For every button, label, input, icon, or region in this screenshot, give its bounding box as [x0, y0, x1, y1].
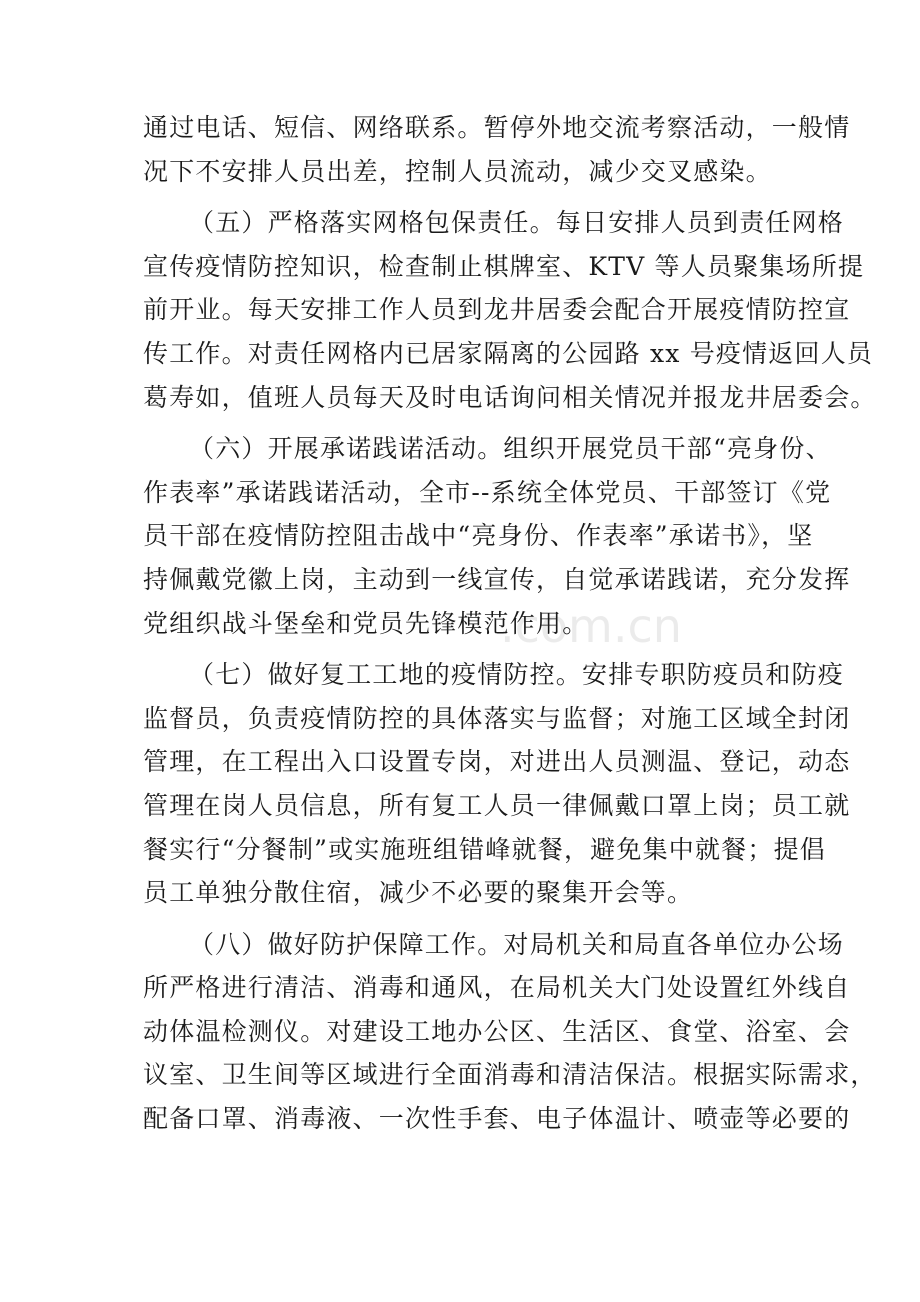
text-line: 议室、卫生间等区域进行全面消毒和清洁保洁。根据实际需求，	[143, 1060, 877, 1090]
text-line: 党组织战斗堡垒和党员先锋模范作用。	[143, 608, 589, 638]
text-line: 通过电话、短信、网络联系。暂停外地交流考察活动，一般情	[143, 113, 851, 142]
text-line: 葛寿如，值班人员每天及时电话询问相关情况并报龙井居委会。	[143, 382, 877, 412]
document-body	[143, 106, 877, 1141]
text-line: 传工作。对责任网格内已居家隔离的公园路 xx 号疫情返回人员	[143, 338, 874, 368]
text-line: 配备口罩、消毒液、一次性手套、电子体温计、喷壶等必要的	[143, 1104, 851, 1134]
watermark: .com.cn	[500, 599, 682, 653]
text-line: 前开业。每天安排工作人员到龙井居委会配合开展疫情防控宣	[143, 295, 851, 325]
text-line: 员工单独分散住宿，减少不必要的聚集开会等。	[143, 878, 694, 908]
text-line: 作表率”承诺践诺活动，全市--系统全体党员、干部签订《党	[143, 477, 832, 507]
paragraph-start-line: （七）做好复工工地的疫情防控。安排专职防疫员和防疫	[189, 660, 845, 690]
text-line: 监督员，负责疫情防控的具体落实与监督；对施工区域全封闭	[143, 703, 851, 733]
paragraph-start-line: （五）严格落实网格包保责任。每日安排人员到责任网格	[189, 208, 845, 238]
paragraph-start-line: （八）做好防护保障工作。对局机关和局直各单位办公场	[189, 929, 845, 959]
text-line: 动体温检测仪。对建设工地办公区、生活区、食堂、浴室、会	[143, 1016, 851, 1046]
text-line: 所严格进行清洁、消毒和通风，在局机关大门处设置红外线自	[143, 973, 851, 1003]
text-line: 管理，在工程出入口设置专岗，对进出人员测温、登记，动态	[143, 747, 851, 777]
text-line: 餐实行“分餐制”或实施班组错峰就餐，避免集中就餐；提倡	[143, 834, 826, 864]
text-line: 宣传疫情防控知识，检查制止棋牌室、KTV 等人员聚集场所提	[143, 251, 865, 281]
text-line: 持佩戴党徽上岗，主动到一线宣传，自觉承诺践诺，充分发挥	[143, 564, 851, 594]
text-line: 员干部在疫情防控阻击战中“亮身份、作表率”承诺书》，坚	[143, 521, 814, 551]
paragraph-start-line: （六）开展承诺践诺活动。组织开展党员干部“亮身份、	[189, 434, 832, 464]
text-line: 况下不安排人员出差，控制人员流动，减少交叉感染。	[143, 156, 772, 186]
text-line: 管理在岗人员信息，所有复工人员一律佩戴口罩上岗；员工就	[143, 790, 851, 820]
